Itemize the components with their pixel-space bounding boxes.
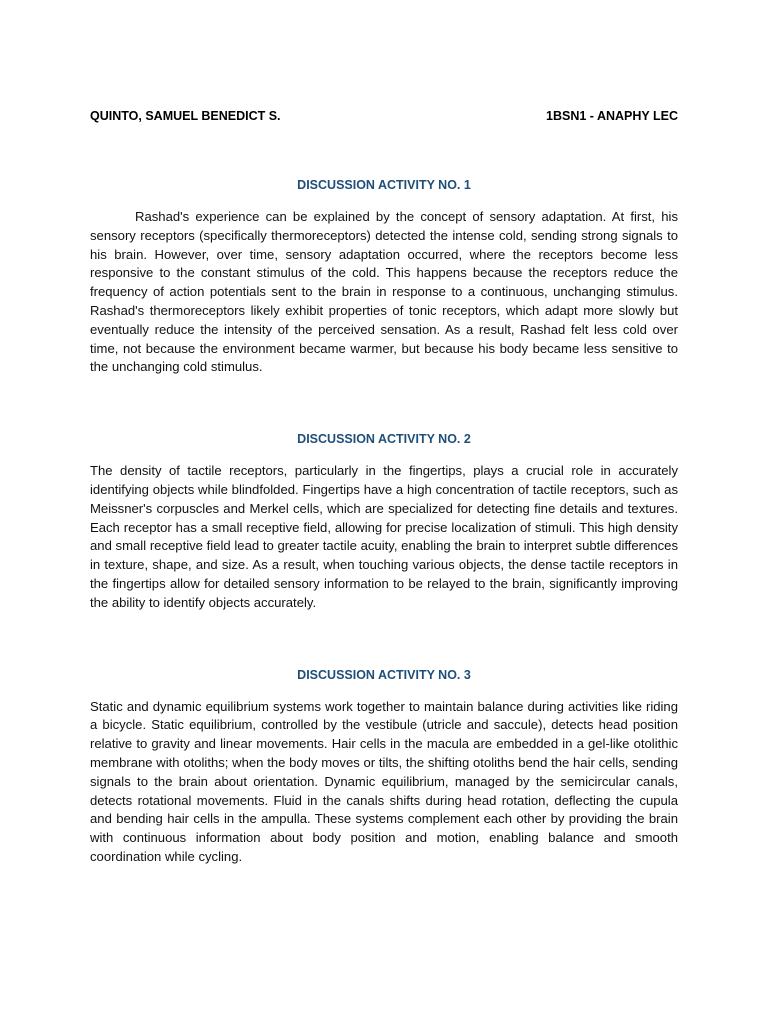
document-header: [90, 108, 678, 124]
section-title-3: DISCUSSION ACTIVITY NO. 3: [297, 667, 471, 682]
section-body-1: Rashad's experience can be explained by the concept of sensory adaptation. At first, his sensory receptors (specifically thermoreceptors) detected the intense cold, sending strong signals to his brain. However, over time, sensory adaptation occurred, where the receptors become less responsive to the constant stimulus of the cold. This happens because the receptors reduce the frequency of action potentials sent to the brain in response to a continuous, unchanging stimulus. Rashad's thermoreceptors likely exhibit properties of tonic receptors, which adapt more slowly but eventually reduce the intensity of the perceived sensation. As a result, Rashad felt less cold over time, not because the environment became warmer, but because his body became less sensitive to the unchanging cold stimulus.: [90, 209, 678, 375]
section-body-3: Static and dynamic equilibrium systems work together to maintain balance during activities like riding a bicycle. Static equilibrium, controlled by the vestibule (utricle and saccule), detects head position relative to gravity and linear movements. Hair cells in the macula are embedded in a gel-like otolithic membrane with otoliths; when the body moves or tilts, the shifting otoliths bend the hair cells, sending signals to the brain about orientation. Dynamic equilibrium, managed by the semicircular canals, detects rotational movements. Fluid in the canals shifts during head rotation, deflecting the cupula and bending hair cells in the ampulla. These systems complement each other by providing the brain with continuous information about body position and motion, enabling balance and smooth coordination while cycling.: [90, 698, 678, 864]
section-body-2: The density of tactile receptors, particularly in the fingertips, plays a crucial role in accurately identifying objects while blindfolded. Fingertips have a high concentration of tactile receptors, such as Meissner's corpuscles and Merkel cells, which are specialized for detecting fine details and textures. Each receptor has a small receptive field, allowing for precise localization of stimuli. This high density and small receptive field lead to greater tactile acuity, enabling the brain to interpret subtle differences in texture, shape, and size. As a result, when touching various objects, the dense tactile receptors in the fingertips allow for detailed sensory information to be relayed to the brain, significantly improving the ability to identify objects accurately.: [90, 463, 678, 610]
section-title-2: DISCUSSION ACTIVITY NO. 2: [297, 432, 471, 447]
section-title-1: DISCUSSION ACTIVITY NO. 1: [297, 178, 471, 192]
student-name: QUINTO, SAMUEL BENEDICT S.: [90, 109, 281, 123]
course-code: 1BSN1 - ANAPHY LEC: [546, 109, 678, 123]
